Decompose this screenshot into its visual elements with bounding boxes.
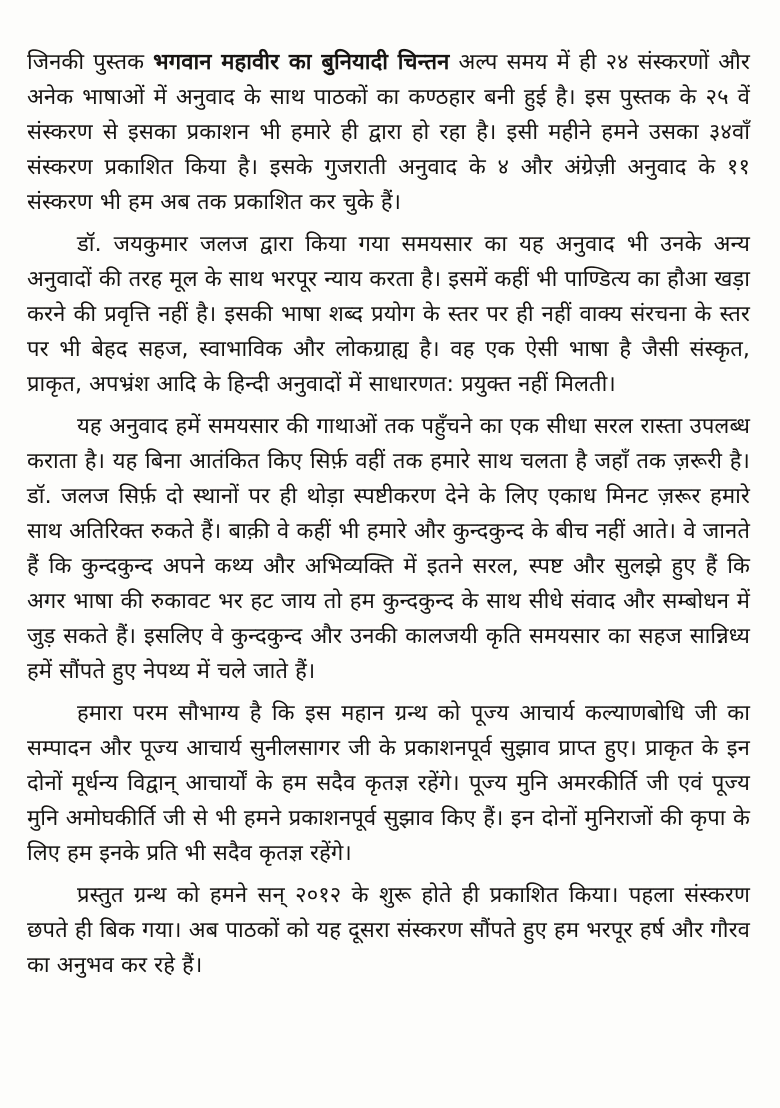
paragraph-1-text-lead: जिनकी पुस्तक — [27, 50, 154, 75]
paragraph-5-text: प्रस्तुत ग्रन्थ को हमने सन् २०१२ के शुरू होते ही प्रकाशित किया। पहला संस्करण छपते ही बिक गया। अब पाठकों को यह दूसरा संस्करण सौंपते हुए हम भरपूर हर्ष और गौरव का अनुभव कर रहे हैं। — [27, 883, 750, 978]
paragraph-1 — [27, 45, 750, 220]
paragraph-4-text: हमारा परम सौभाग्य है कि इस महान ग्रन्थ को पूज्य आचार्य कल्याणबोधि जी का सम्पादन और पूज्य आचार्य सुनीलसागर जी के प्रकाशनपूर्व सुझाव प्राप्त हुए। प्राकृत के इन दोनों मूर्धन्य विद्वान् आचार्यों के हम सदैव कृतज्ञ रहेंगे। पूज्य मुनि अमरकीर्ति जी एवं पूज्य मुनि अमोघकीर्ति जी से भी हमने प्रकाशनपूर्व सुझाव किए हैं। इन दोनों मुनिराजों की कृपा के लिए हम इनके प्रति भी सदैव कृतज्ञ रहेंगे। — [27, 701, 750, 866]
paragraph-3 — [27, 409, 750, 689]
body-text — [27, 45, 750, 983]
paragraph-1-text-rest: अल्प समय में ही २४ संस्करणों और अनेक भाषाओं में अनुवाद के साथ पाठकों का कण्ठहार बनी हुई है। इस पुस्तक के २५ वें संस्करण से इसका प्रकाशन भी हमारे ही द्वारा हो रहा है। इसी महीने हमने उसका ३४वाँ संस्करण प्रकाशित किया है। इसके गुजराती अनुवाद के ४ और अंग्रेज़ी अनुवाद के ११ संस्करण भी हम अब तक प्रकाशित कर चुके हैं। — [27, 50, 750, 215]
paragraph-5 — [27, 878, 750, 983]
paragraph-3-text: यह अनुवाद हमें समयसार की गाथाओं तक पहुँचने का एक सीधा सरल रास्ता उपलब्ध कराता है। यह बिना आतंकित किए सिर्फ़ वहीं तक हमारे साथ चलता है जहाँ तक ज़रूरी है। डॉ. जलज सिर्फ़ दो स्थानों पर ही थोड़ा स्पष्टीकरण देने के लिए एकाध मिनट ज़रूर हमारे साथ अतिरिक्त रुकते हैं। बाक़ी वे कहीं भी हमारे और कुन्दकुन्द के बीच नहीं आते। वे जानते हैं कि कुन्दकुन्द अपने कथ्य और अभिव्यक्ति में इतने सरल, स्पष्ट और सुलझे हुए हैं कि अगर भाषा की रुकावट भर हट जाय तो हम कुन्दकुन्द के साथ सीधे संवाद और सम्बोधन में जुड़ सकते हैं। इसलिए वे कुन्दकुन्द और उनकी कालजयी कृति समयसार का सहज सान्निध्य हमें सौंपते हुए नेपथ्य में चले जाते हैं। — [27, 414, 750, 684]
paragraph-2-text: डॉ. जयकुमार जलज द्वारा किया गया समयसार का यह अनुवाद भी उनके अन्य अनुवादों की तरह मूल के साथ भरपूर न्याय करता है। इसमें कहीं भी पाण्डित्य का हौआ खड़ा करने की प्रवृत्ति नहीं है। इसकी भाषा शब्द प्रयोग के स्तर पर ही नहीं वाक्य संरचना के स्तर पर भी बेहद सहज, स्वाभाविक और लोकग्राह्य है। वह एक ऐसी भाषा है जैसी संस्कृत, प्राकृत, अपभ्रंश आदि के हिन्दी अनुवादों में साधारणत: प्रयुक्त नहीं मिलती। — [27, 232, 750, 397]
paragraph-2 — [27, 227, 750, 402]
paragraph-4 — [27, 696, 750, 871]
book-title-bold: भगवान महावीर का बुनियादी चिन्तन — [153, 50, 450, 75]
